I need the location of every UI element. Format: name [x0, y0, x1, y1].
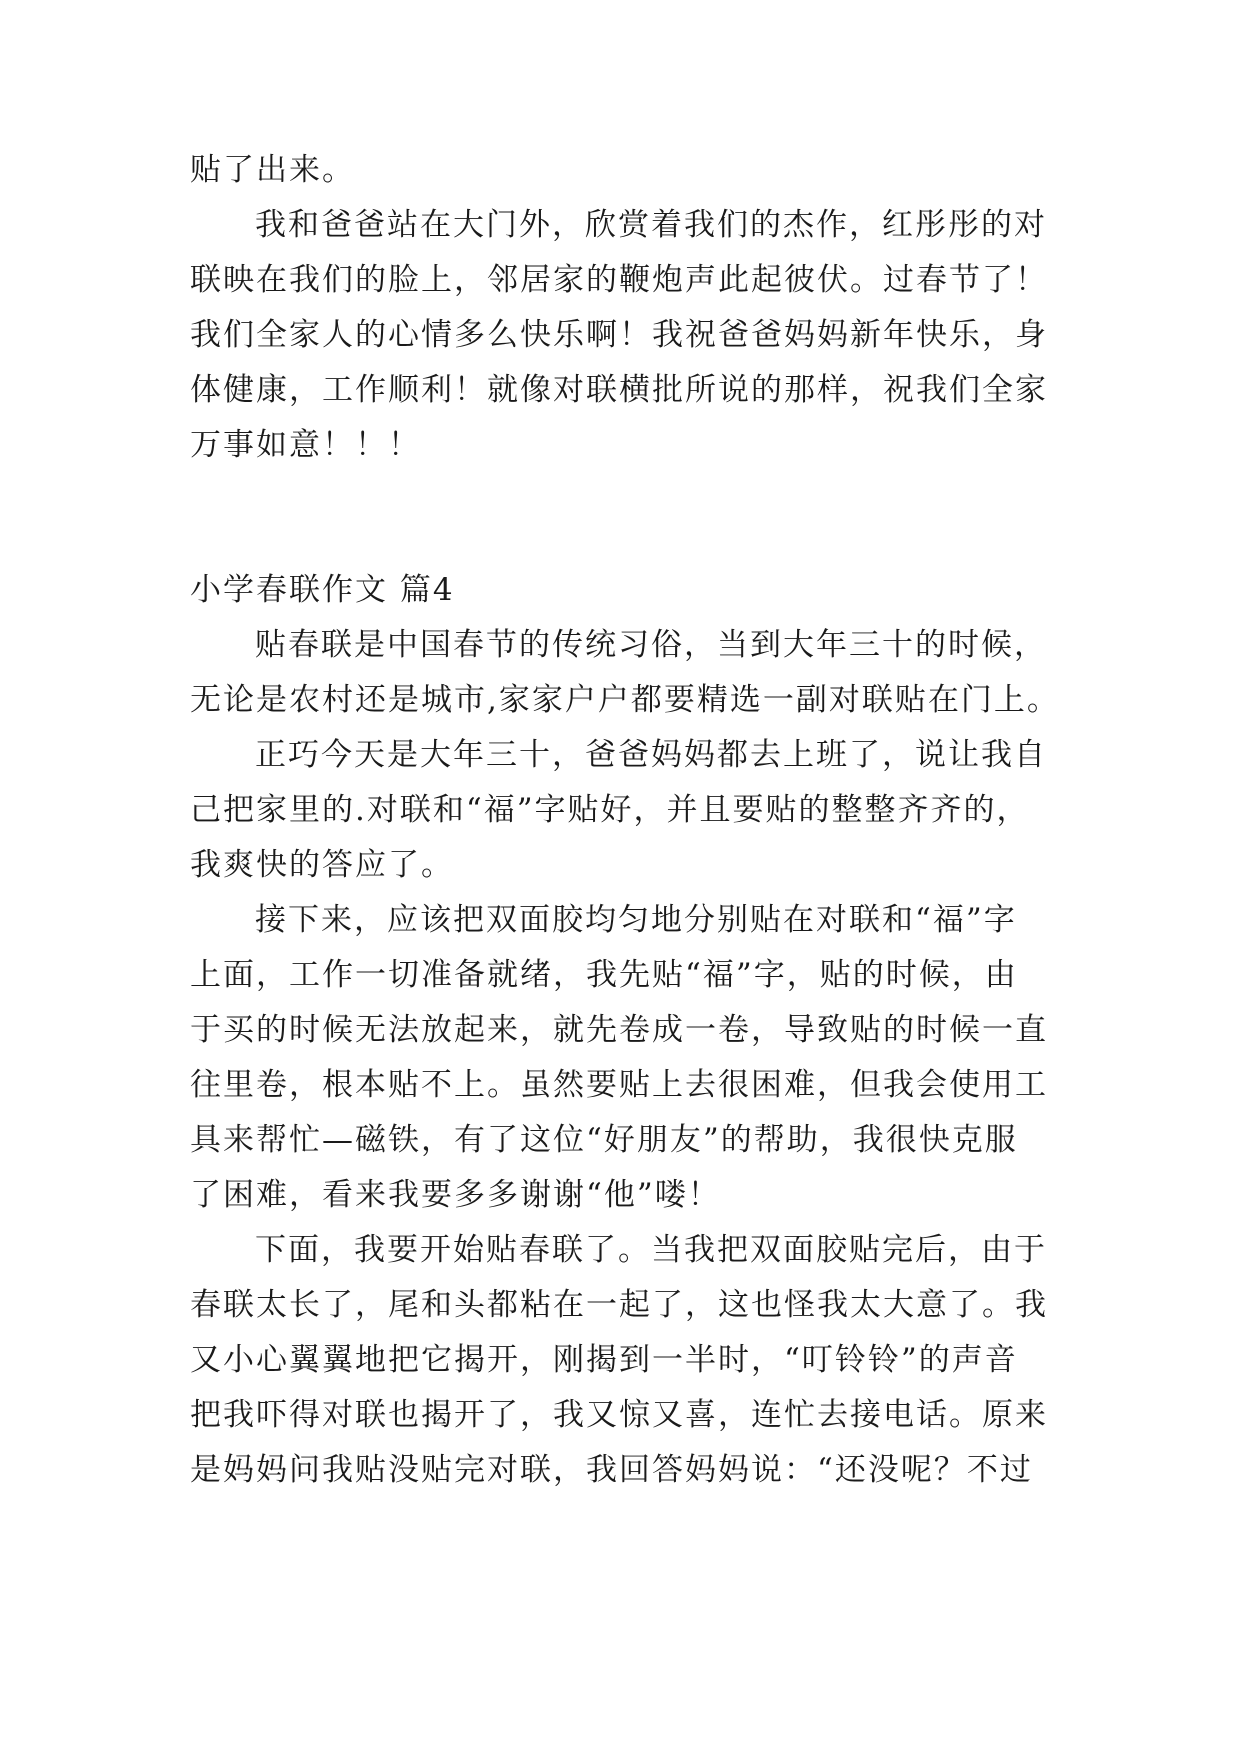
paragraph-line: 我们全家人的心情多么快乐啊！我祝爸爸妈妈新年快乐，身: [190, 317, 1048, 353]
paragraph-line: 联映在我们的脸上，邻居家的鞭炮声此起彼伏。过春节了！: [190, 262, 1048, 298]
paragraph-line: 无论是农村还是城市,家家户户都要精选一副对联贴在门上。: [190, 682, 1060, 718]
paragraph-line: 贴了出来。: [190, 152, 355, 188]
section-title: 小学春联作文 篇4: [190, 572, 455, 608]
paragraph-line: 贴春联是中国春节的传统习俗，当到大年三十的时候，: [255, 627, 1047, 663]
paragraph-line: 于买的时候无法放起来，就先卷成一卷，导致贴的时候一直: [190, 1012, 1048, 1048]
paragraph-line: 具来帮忙—磁铁，有了这位“好朋友”的帮助，我很快克服: [190, 1122, 1018, 1158]
paragraph-line: 往里卷，根本贴不上。虽然要贴上去很困难，但我会使用工: [190, 1067, 1048, 1103]
paragraph-line: 了困难，看来我要多多谢谢“他”喽！: [190, 1177, 721, 1213]
paragraph-line: 接下来，应该把双面胶均匀地分别贴在对联和“福”字: [255, 902, 1017, 938]
paragraph-line: 上面，工作一切准备就绪，我先贴“福”字，贴的时候，由: [190, 957, 1018, 993]
paragraph-line: 万事如意！！！: [190, 427, 421, 463]
paragraph-line: 把我吓得对联也揭开了，我又惊又喜，连忙去接电话。原来: [190, 1397, 1048, 1433]
paragraph-line: 正巧今天是大年三十，爸爸妈妈都去上班了，说让我自: [255, 737, 1047, 773]
paragraph-line: 春联太长了，尾和头都粘在一起了，这也怪我太大意了。我: [190, 1287, 1048, 1323]
paragraph-line: 是妈妈问我贴没贴完对联，我回答妈妈说：“还没呢？不过: [190, 1452, 1033, 1488]
paragraph-line: 我和爸爸站在大门外，欣赏着我们的杰作，红彤彤的对: [255, 207, 1047, 243]
paragraph-line: 我爽快的答应了。: [190, 847, 454, 883]
paragraph-line: 己把家里的.对联和“福”字贴好，并且要贴的整整齐齐的，: [190, 792, 1030, 828]
paragraph-line: 下面，我要开始贴春联了。当我把双面胶贴完后，由于: [255, 1232, 1047, 1268]
paragraph-line: 体健康，工作顺利！就像对联横批所说的那样，祝我们全家: [190, 372, 1048, 408]
paragraph-line: 又小心翼翼地把它揭开，刚揭到一半时，“叮铃铃”的声音: [190, 1342, 1018, 1378]
